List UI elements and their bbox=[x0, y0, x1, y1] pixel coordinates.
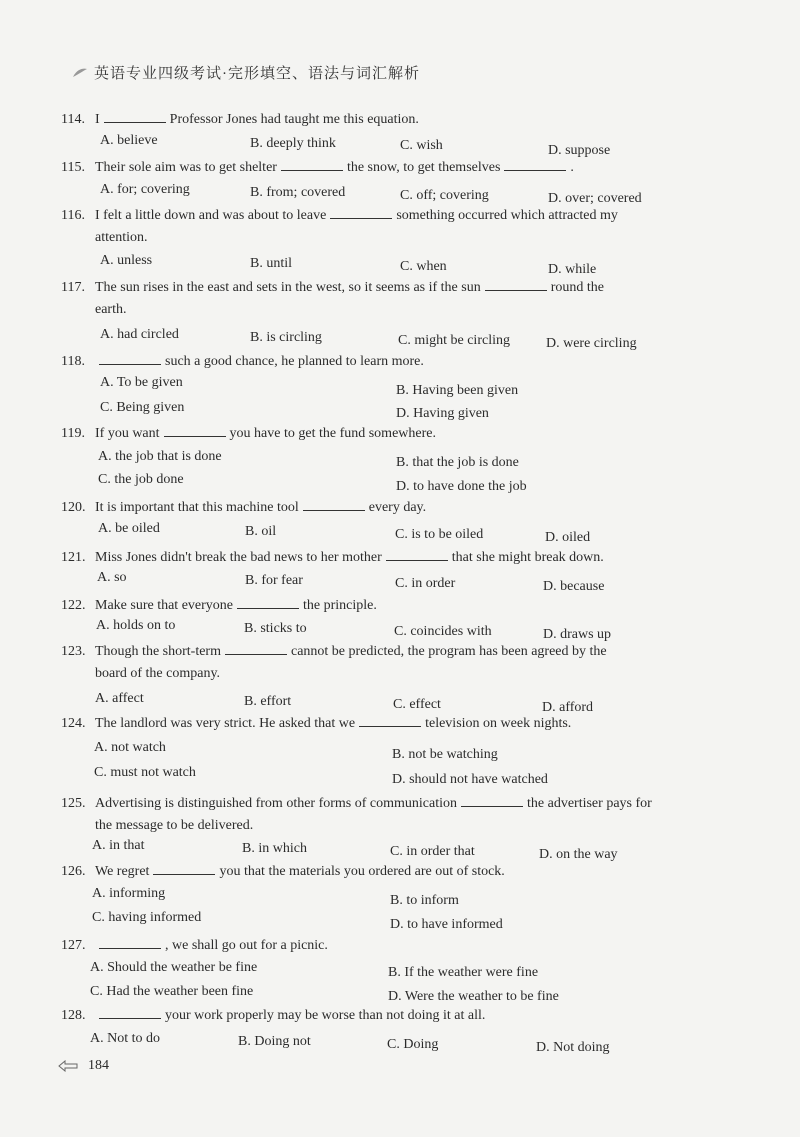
question-number: 126. bbox=[61, 864, 86, 879]
answer-option-b[interactable]: B. for fear bbox=[245, 573, 303, 588]
answer-option-c[interactable]: C. coincides with bbox=[394, 624, 492, 639]
answer-blank[interactable] bbox=[153, 860, 215, 875]
answer-blank[interactable] bbox=[99, 934, 161, 949]
question-125 bbox=[61, 792, 735, 837]
question-114 bbox=[61, 108, 735, 131]
answer-blank[interactable] bbox=[386, 546, 448, 561]
question-number: 120. bbox=[61, 500, 86, 515]
question-text-continued: earth. bbox=[95, 302, 127, 317]
answer-option-c[interactable]: C. effect bbox=[393, 697, 441, 712]
question-text-before: Miss Jones didn't break the bad news to her mother bbox=[95, 550, 382, 565]
answer-option-c[interactable]: C. Had the weather been fine bbox=[90, 984, 254, 999]
answer-option-c[interactable]: C. having informed bbox=[92, 910, 202, 925]
answer-blank[interactable] bbox=[99, 350, 161, 365]
answer-blank[interactable] bbox=[104, 108, 166, 123]
answer-option-c[interactable]: C. off; covering bbox=[400, 188, 489, 203]
question-text-after: you that the materials you ordered are out of stock. bbox=[219, 864, 505, 879]
answer-option-b[interactable]: B. oil bbox=[245, 524, 277, 539]
question-text-after: Professor Jones had taught me this equation. bbox=[169, 112, 419, 127]
feather-icon bbox=[72, 68, 88, 78]
page-header bbox=[72, 62, 420, 83]
question-121 bbox=[61, 546, 735, 569]
question-text-continued: board of the company. bbox=[95, 666, 221, 681]
answer-option-c[interactable]: C. in order that bbox=[390, 844, 475, 859]
answer-option-a[interactable]: A. had circled bbox=[100, 327, 179, 342]
question-126 bbox=[61, 860, 735, 883]
answer-option-c[interactable]: C. Being given bbox=[100, 400, 185, 415]
answer-option-b[interactable]: B. that the job is done bbox=[396, 455, 519, 470]
question-text-after: television on week nights. bbox=[425, 716, 572, 731]
answer-option-b[interactable]: B. to inform bbox=[390, 893, 459, 908]
question-text-after: the advertiser pays for bbox=[527, 796, 652, 811]
question-text-after: round the bbox=[550, 280, 604, 295]
answer-option-d[interactable]: D. Not doing bbox=[536, 1040, 610, 1055]
question-text-continued: the message to be delivered. bbox=[95, 818, 254, 833]
answer-option-c[interactable]: C. might be circling bbox=[398, 333, 510, 348]
answer-option-d[interactable]: D. afford bbox=[542, 700, 594, 715]
question-text-after: such a good chance, he planned to learn more. bbox=[165, 354, 424, 369]
answer-blank[interactable] bbox=[281, 156, 343, 171]
answer-option-b[interactable]: B. is circling bbox=[250, 330, 322, 345]
answer-option-a[interactable]: A. affect bbox=[95, 691, 144, 706]
answer-option-d[interactable]: D. oiled bbox=[545, 530, 591, 545]
page-number: 184 bbox=[88, 1058, 109, 1073]
answer-option-c[interactable]: C. the job done bbox=[98, 472, 184, 487]
question-number: 116. bbox=[61, 208, 85, 223]
question-number: 117. bbox=[61, 280, 85, 295]
question-text-before: I bbox=[95, 112, 100, 127]
answer-option-d[interactable]: D. should not have watched bbox=[392, 772, 548, 787]
answer-option-d[interactable]: D. over; covered bbox=[548, 191, 642, 206]
question-text-after: the principle. bbox=[303, 598, 377, 613]
answer-option-d[interactable]: D. were circling bbox=[546, 336, 637, 351]
question-128 bbox=[61, 1004, 735, 1027]
answer-option-b[interactable]: B. Doing not bbox=[238, 1034, 311, 1049]
question-number: 128. bbox=[61, 1008, 86, 1023]
question-text-end: . bbox=[570, 160, 574, 175]
answer-option-d[interactable]: D. to have informed bbox=[390, 917, 503, 932]
question-text-before: If you want bbox=[95, 426, 160, 441]
question-number: 119. bbox=[61, 426, 85, 441]
question-text-before: I felt a little down and was about to leave bbox=[95, 208, 327, 223]
answer-option-b[interactable]: B. from; covered bbox=[250, 185, 346, 200]
question-117 bbox=[61, 276, 735, 321]
answer-option-d[interactable]: D. Having given bbox=[396, 406, 489, 421]
answer-blank[interactable] bbox=[330, 204, 392, 219]
answer-blank[interactable] bbox=[359, 712, 421, 727]
question-119 bbox=[61, 422, 735, 445]
answer-option-d[interactable]: D. on the way bbox=[539, 847, 618, 862]
answer-option-b[interactable]: B. deeply think bbox=[250, 136, 336, 151]
answer-option-c[interactable]: C. Doing bbox=[387, 1037, 439, 1052]
answer-option-a[interactable]: A. so bbox=[97, 570, 127, 585]
answer-option-b[interactable]: B. effort bbox=[244, 694, 292, 709]
question-text-after: every day. bbox=[368, 500, 427, 515]
answer-option-a[interactable]: A. not watch bbox=[94, 740, 166, 755]
question-number: 127. bbox=[61, 938, 86, 953]
answer-option-a[interactable]: A. unless bbox=[100, 253, 153, 268]
answer-option-a[interactable]: A. in that bbox=[92, 838, 145, 853]
answer-blank[interactable] bbox=[99, 1004, 161, 1019]
question-text-before: Make sure that everyone bbox=[95, 598, 233, 613]
answer-option-c[interactable]: C. is to be oiled bbox=[395, 527, 484, 542]
answer-option-a[interactable]: A. be oiled bbox=[98, 521, 160, 536]
question-text-before: Their sole aim was to get shelter bbox=[95, 160, 277, 175]
answer-option-b[interactable]: B. If the weather were fine bbox=[388, 965, 539, 980]
arrow-left-icon bbox=[58, 1060, 78, 1072]
answer-option-c[interactable]: C. must not watch bbox=[94, 765, 196, 780]
answer-option-d[interactable]: D. because bbox=[543, 579, 605, 594]
question-115 bbox=[61, 156, 735, 179]
answer-option-a[interactable]: A. Should the weather be fine bbox=[90, 960, 258, 975]
answer-option-a[interactable]: A. To be given bbox=[100, 375, 183, 390]
answer-option-c[interactable]: C. when bbox=[400, 259, 447, 274]
question-text-before: We regret bbox=[95, 864, 150, 879]
answer-option-c[interactable]: C. wish bbox=[400, 138, 443, 153]
question-text-after: something occurred which attracted my bbox=[396, 208, 618, 223]
question-123 bbox=[61, 640, 735, 685]
answer-option-b[interactable]: B. not be watching bbox=[392, 747, 498, 762]
answer-blank[interactable] bbox=[225, 640, 287, 655]
answer-blank[interactable] bbox=[237, 594, 299, 609]
answer-blank[interactable] bbox=[303, 496, 365, 511]
answer-blank-2[interactable] bbox=[504, 156, 566, 171]
answer-option-a[interactable]: A. the job that is done bbox=[98, 449, 222, 464]
question-text-after: , we shall go out for a picnic. bbox=[165, 938, 328, 953]
question-text-after: your work properly may be worse than not doing it at all. bbox=[165, 1008, 486, 1023]
question-text-continued: attention. bbox=[95, 230, 148, 245]
answer-option-d[interactable]: D. while bbox=[548, 262, 597, 277]
question-text-before: Though the short-term bbox=[95, 644, 221, 659]
answer-option-d[interactable]: D. suppose bbox=[548, 143, 611, 158]
question-120 bbox=[61, 496, 735, 519]
answer-option-c[interactable]: C. in order bbox=[395, 576, 456, 591]
question-number: 124. bbox=[61, 716, 86, 731]
question-122 bbox=[61, 594, 735, 617]
answer-option-b[interactable]: B. Having been given bbox=[396, 383, 519, 398]
answer-blank[interactable] bbox=[461, 792, 523, 807]
question-number: 122. bbox=[61, 598, 86, 613]
question-text-after: that she might break down. bbox=[451, 550, 604, 565]
question-number: 115. bbox=[61, 160, 85, 175]
question-number: 125. bbox=[61, 796, 86, 811]
answer-option-b[interactable]: B. sticks to bbox=[244, 621, 307, 636]
question-number: 121. bbox=[61, 550, 86, 565]
header-title: 英语专业四级考试·完形填空、语法与词汇解析 bbox=[94, 66, 420, 82]
question-127 bbox=[61, 934, 735, 957]
answer-option-d[interactable]: D. draws up bbox=[543, 627, 612, 642]
answer-option-b[interactable]: B. in which bbox=[242, 841, 307, 856]
question-number: 118. bbox=[61, 354, 85, 369]
answer-blank[interactable] bbox=[485, 276, 547, 291]
question-text-before: Advertising is distinguished from other forms of communication bbox=[95, 796, 458, 811]
page-footer bbox=[58, 1058, 109, 1074]
answer-option-d[interactable]: D. to have done the job bbox=[396, 479, 527, 494]
question-text-before: The sun rises in the east and sets in the west, so it seems as if the sun bbox=[95, 280, 481, 295]
question-118 bbox=[61, 350, 735, 373]
question-124 bbox=[61, 712, 735, 735]
answer-option-b[interactable]: B. until bbox=[250, 256, 293, 271]
answer-option-a[interactable]: A. believe bbox=[100, 133, 158, 148]
question-text-before: It is important that this machine tool bbox=[95, 500, 299, 515]
question-text-after: cannot be predicted, the program has been agreed by the bbox=[290, 644, 607, 659]
question-116 bbox=[61, 204, 735, 249]
answer-blank[interactable] bbox=[164, 422, 226, 437]
answer-option-a[interactable]: A. Not to do bbox=[90, 1031, 160, 1046]
question-text-after: you have to get the fund somewhere. bbox=[229, 426, 436, 441]
answer-option-a[interactable]: A. holds on to bbox=[96, 618, 176, 633]
question-text-before: The landlord was very strict. He asked that we bbox=[95, 716, 356, 731]
question-number: 114. bbox=[61, 112, 85, 127]
answer-option-a[interactable]: A. for; covering bbox=[100, 182, 190, 197]
answer-option-d[interactable]: D. Were the weather to be fine bbox=[388, 989, 559, 1004]
question-number: 123. bbox=[61, 644, 86, 659]
answer-option-a[interactable]: A. informing bbox=[92, 886, 166, 901]
question-text-after: the snow, to get themselves bbox=[346, 160, 501, 175]
